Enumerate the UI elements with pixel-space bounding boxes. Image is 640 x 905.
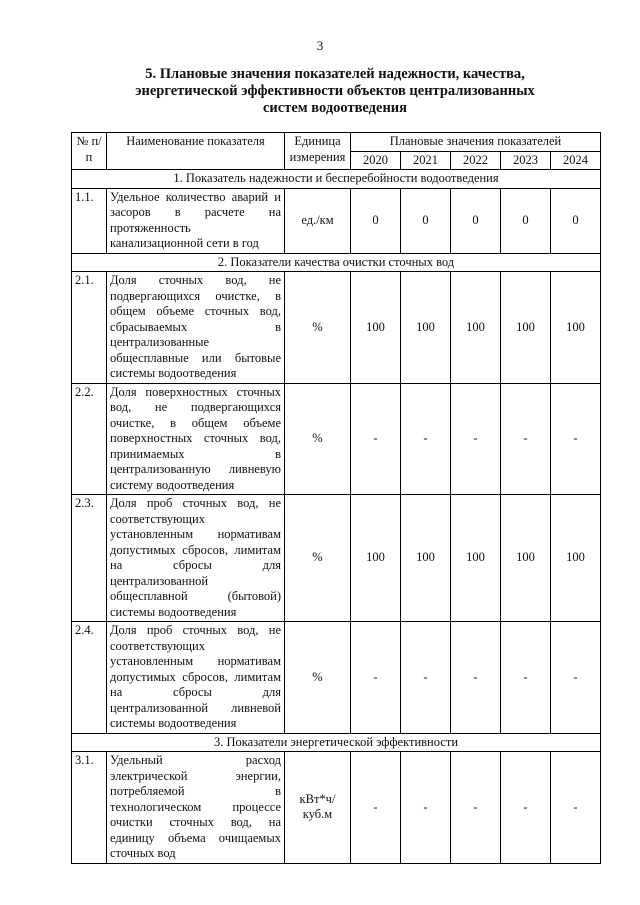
row-number: 2.3. [72,495,107,622]
indicator-name: Доля проб сточных вод, не соответствующих установленным нормативам допустимых сбросов, лимитам на сбросы для централизованной ливневой системы водоотведения [107,622,285,734]
indicator-unit: кВт*ч/ куб.м [285,752,351,864]
title-line-3: систем водоотведения [262,100,408,116]
section-row [72,733,601,752]
value-cell: 0 [501,188,551,253]
header-plan: Плановые значения показателей [351,133,601,152]
header-year: 2021 [401,151,451,170]
document-title [100,66,570,117]
page-number: 3 [316,38,324,53]
value-cell: - [551,383,601,495]
value-cell: - [401,752,451,864]
row-number: 1.1. [72,188,107,253]
value-cell: 100 [401,272,451,384]
table-row [72,622,601,734]
value-cell: 0 [451,188,501,253]
value-cell: 100 [501,272,551,384]
value-cell: 0 [401,188,451,253]
value-cell: 100 [451,495,501,622]
indicator-name: Доля поверхностных сточных вод, не подвергающихся очистке, в общем объеме поверхностных сточных вод, принимаемых в централизованную ливневую систему водоотведения [107,383,285,495]
header-year: 2024 [551,151,601,170]
section-title: 2. Показатели качества очистки сточных вод [72,253,601,272]
section-row [72,170,601,189]
indicator-name: Удельный расход электрической энергии, потребляемой в технологическом процессе очистки сточных вод, на единицу объема очищаемых сточных вод [107,752,285,864]
table-row [72,272,601,384]
value-cell: - [451,622,501,734]
value-cell: - [351,752,401,864]
value-cell: - [401,383,451,495]
header-unit: Единица измерения [285,133,351,170]
value-cell: 100 [351,272,401,384]
value-cell: 100 [451,272,501,384]
value-cell: - [551,752,601,864]
value-cell: 100 [351,495,401,622]
value-cell: 100 [501,495,551,622]
header-year: 2023 [501,151,551,170]
indicator-unit: % [285,272,351,384]
indicator-name: Доля проб сточных вод, не соответствующих установленным нормативам допустимых сбросов, лимитам на сбросы для централизованной общесплавной (бытовой) системы водоотведения [107,495,285,622]
indicators-table [71,132,601,864]
value-cell: 100 [551,272,601,384]
table-row [72,383,601,495]
value-cell: 0 [551,188,601,253]
value-cell: - [551,622,601,734]
table-row [72,495,601,622]
indicator-unit: ед./км [285,188,351,253]
value-cell: 100 [401,495,451,622]
row-number: 2.2. [72,383,107,495]
value-cell: - [451,752,501,864]
section-title: 1. Показатель надежности и бесперебойности водоотведения [72,170,601,189]
indicator-unit: % [285,495,351,622]
section-row [72,253,601,272]
title-line-1: 5. Плановые значения показателей надежности, качества, [145,66,525,82]
value-cell: - [351,622,401,734]
indicator-name: Доля сточных вод, не подвергающихся очистке, в общем объеме сточных вод, сбрасываемых в централизованные общесплавные или бытовые системы водоотведения [107,272,285,384]
value-cell: - [451,383,501,495]
row-number: 3.1. [72,752,107,864]
indicator-unit: % [285,383,351,495]
title-line-2: энергетической эффективности объектов централизованных [135,83,535,99]
value-cell: 100 [551,495,601,622]
table-row [72,752,601,864]
indicator-unit: % [285,622,351,734]
header-name: Наименование показателя [107,133,285,170]
row-number: 2.4. [72,622,107,734]
value-cell: - [401,622,451,734]
row-number: 2.1. [72,272,107,384]
value-cell: - [501,622,551,734]
value-cell: - [501,383,551,495]
value-cell: 0 [351,188,401,253]
header-num: № п/п [72,133,107,170]
value-cell: - [351,383,401,495]
header-year: 2022 [451,151,501,170]
header-year: 2020 [351,151,401,170]
section-title: 3. Показатели энергетической эффективности [72,733,601,752]
indicator-name: Удельное количество аварий и засоров в расчете на протяженность канализационной сети в год [107,188,285,253]
value-cell: - [501,752,551,864]
table-row [72,188,601,253]
